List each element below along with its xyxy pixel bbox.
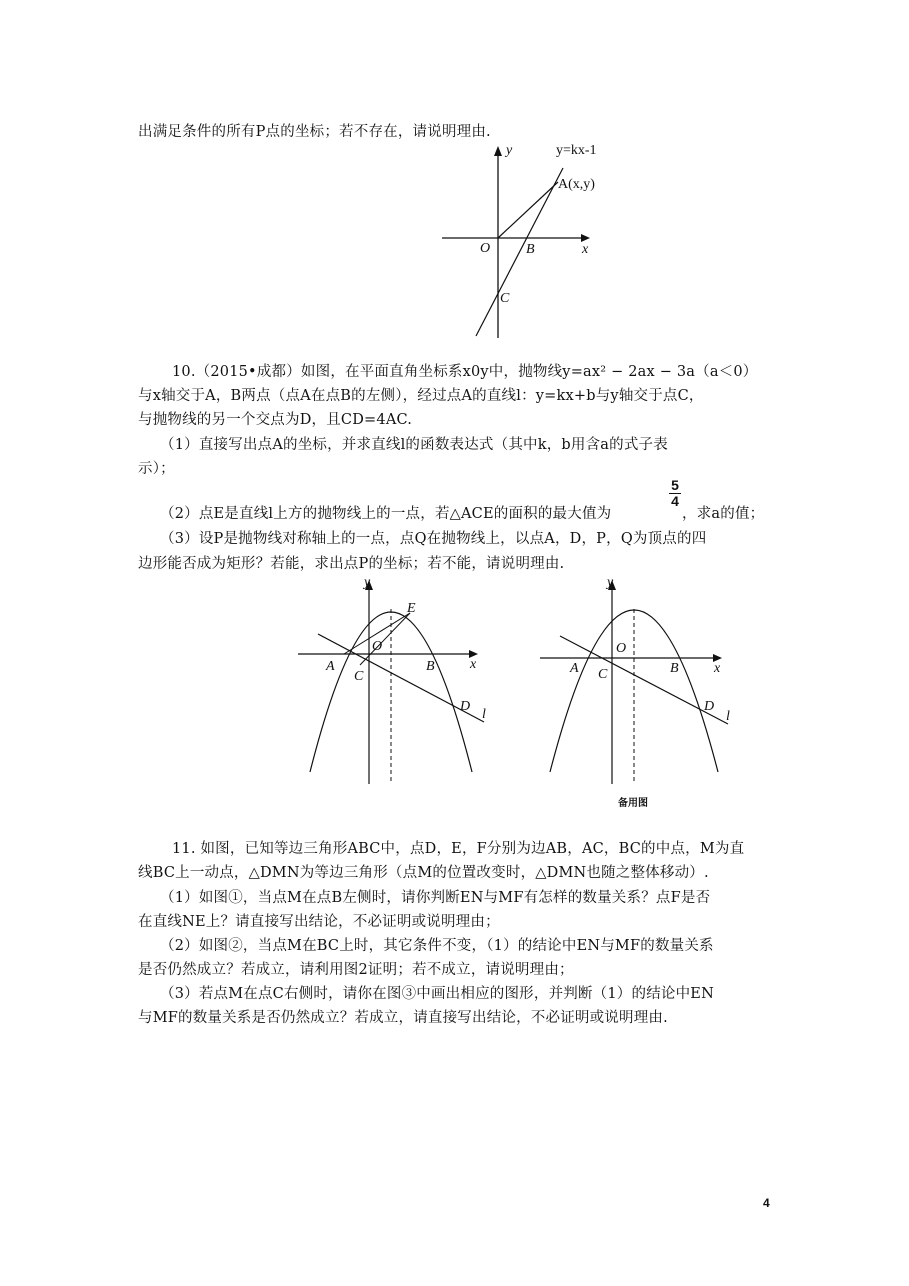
point-a-label: A(x,y) (558, 177, 595, 192)
figure-parabola-main (298, 572, 498, 792)
origin-label: O (372, 639, 383, 654)
point-c-label: C (354, 669, 364, 684)
point-b-label: B (526, 242, 535, 257)
figure-caption: 备用图 (618, 798, 648, 809)
x-axis-label: x (714, 661, 721, 676)
line-l-label: l (482, 707, 486, 722)
text-line: （2）如图②，当点M在BC上时，其它条件不变，（1）的结论中EN与MF的数量关系 (160, 938, 714, 954)
figure-linear-graph (430, 138, 620, 338)
text-line: （3）若点M在点C右侧时，请你在图③中画出相应的图形，并判断（1）的结论中EN (160, 986, 714, 1002)
line-equation: y=kx-1 (556, 143, 597, 158)
origin-label: O (480, 241, 491, 256)
point-c-label: C (500, 291, 510, 306)
text-line: 与MF的数量关系是否仍然成立？若成立，请直接写出结论，不必证明或说明理由. (138, 1010, 668, 1026)
text-line: 11. 如图，已知等边三角形ABC中，点D，E，F分别为边AB，AC，BC的中点，M为直 (172, 841, 745, 857)
x-axis-label: x (470, 657, 477, 672)
text-line: （1）如图①，当点M在点B左侧时，请你判断EN与MF有怎样的数量关系？点F是否 (160, 890, 711, 906)
text-line: ，求a的值； (682, 506, 765, 522)
point-c-label: C (598, 667, 608, 682)
text-line: 10.（2015•成都）如图，在平面直角坐标系x0y中，抛物线y=ax² − 2ax − 3a（a＜0） (172, 364, 758, 380)
text-line: 与x轴交于A，B两点（点A在点B的左侧），经过点A的直线l：y=kx+b与y轴交于点C， (138, 388, 704, 404)
point-b-label: B (426, 659, 435, 674)
y-axis-label: y (506, 143, 513, 158)
text-line: 线BC上一动点，△DMN为等边三角形（点M的位置改变时，△DMN也随之整体移动）. (138, 865, 709, 881)
fraction-denominator: 4 (671, 493, 679, 509)
y-axis-label: y (607, 575, 614, 590)
page-number: 4 (763, 1196, 770, 1210)
line-l-label: l (726, 709, 730, 724)
text-line: （3）设P是抛物线对称轴上的一点，点Q在抛物线上，以点A，D，P，Q为顶点的四 (160, 531, 707, 547)
figure-parabola-spare (540, 572, 740, 812)
point-e-label: E (407, 601, 416, 616)
text-line: 在直线NE上？请直接写出结论，不必证明或说明理由； (138, 914, 500, 930)
fraction (668, 478, 682, 509)
point-d-label: D (460, 699, 471, 714)
origin-label: O (616, 641, 627, 656)
text-line: 示）； (138, 461, 175, 477)
text-line: （2）点E是直线l上方的抛物线上的一点，若△ACE的面积的最大值为 (160, 506, 612, 522)
x-axis-label: x (582, 242, 589, 257)
point-a-label: A (326, 659, 335, 674)
text-line: 出满足条件的所有P点的坐标；若不存在，请说明理由. (138, 124, 491, 140)
point-a-label: A (570, 661, 579, 676)
text-line: （1）直接写出点A的坐标，并求直线l的函数表达式（其中k，b用含a的式子表 (160, 437, 668, 453)
text-line: 边形能否成为矩形？若能，求出点P的坐标；若不能，请说明理由. (138, 556, 565, 572)
point-d-label: D (704, 699, 715, 714)
fraction-numerator: 5 (671, 477, 679, 493)
text-line: 是否仍然成立？若成立，请利用图2证明；若不成立，请说明理由； (138, 962, 574, 978)
text-line: 与抛物线的另一个交点为D，且CD=4AC. (138, 412, 413, 428)
y-axis-label: y (364, 575, 371, 590)
point-b-label: B (670, 661, 679, 676)
